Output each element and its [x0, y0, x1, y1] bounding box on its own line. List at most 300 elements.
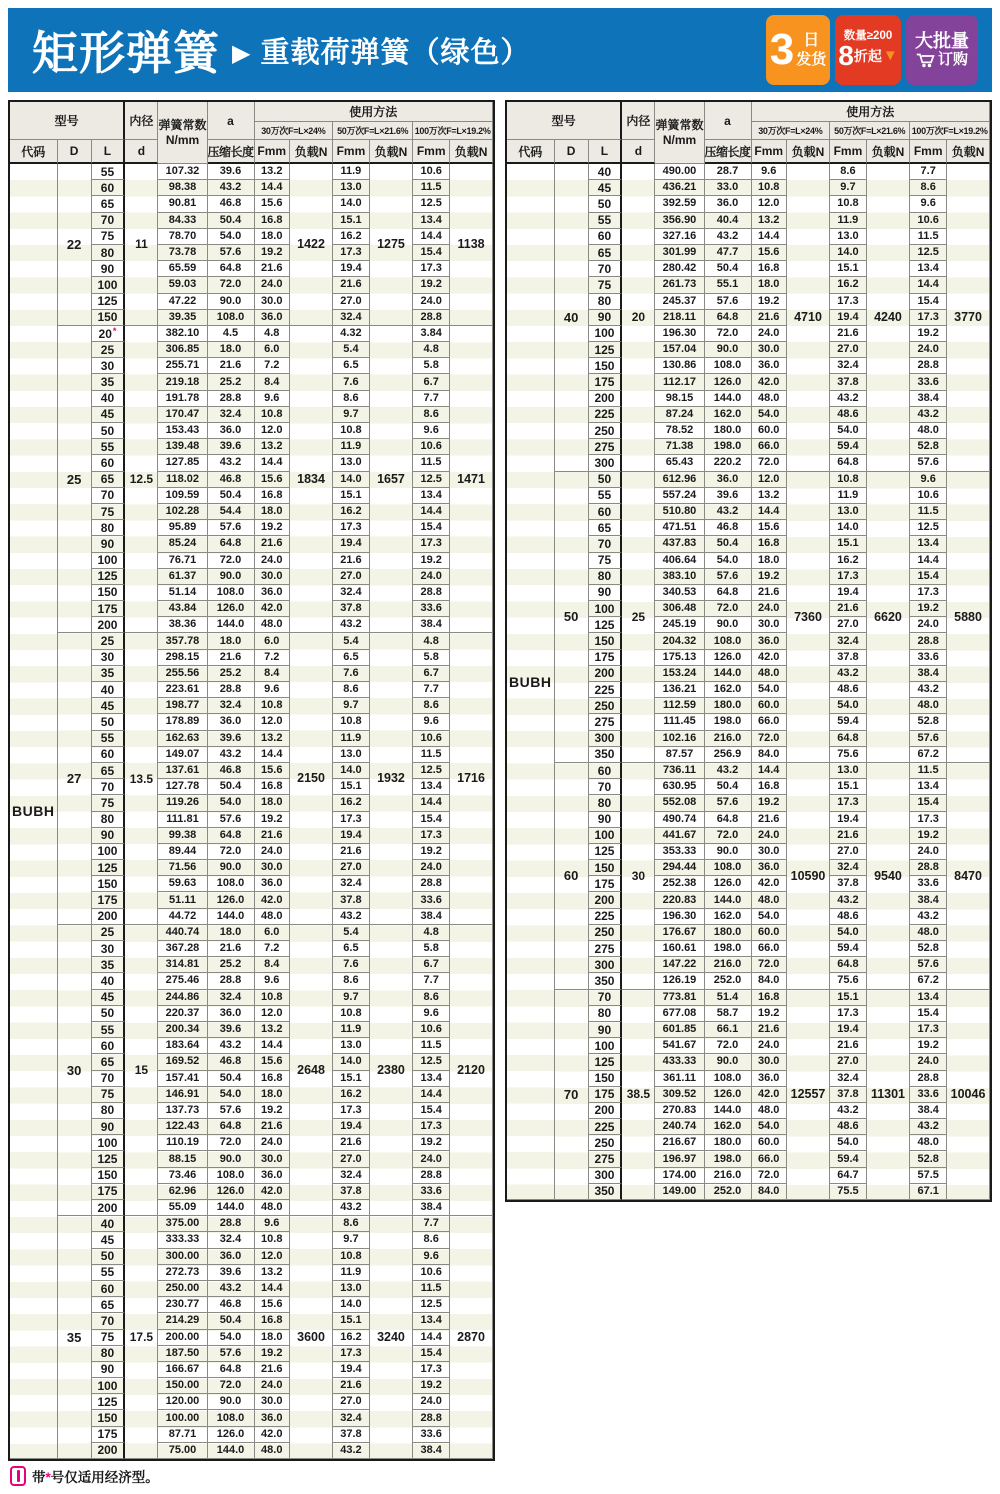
cell-L: 200	[92, 1200, 126, 1216]
cell-f50: 21.6	[830, 601, 867, 617]
cell-L: 75	[589, 277, 623, 293]
cell-spring-constant: 216.67	[655, 1135, 704, 1151]
cell-f30: 6.0	[255, 925, 290, 941]
cell-D: 60	[555, 763, 589, 990]
cell-compress-length: 39.6	[208, 731, 255, 747]
cell-f50: 17.3	[333, 245, 370, 261]
cell-f100: 19.2	[413, 1135, 450, 1151]
cell-f100: 12.5	[413, 196, 450, 212]
cell-f50: 21.6	[333, 1378, 370, 1394]
header-code: 代码	[10, 140, 58, 164]
title-arrow-icon: ▶	[232, 39, 251, 67]
cell-f100: 4.8	[413, 633, 450, 649]
cell-L: 60	[92, 180, 126, 196]
cell-compress-length: 72.0	[705, 601, 752, 617]
cell-f30: 36.0	[255, 1168, 290, 1184]
cell-compress-length: 198.0	[705, 1151, 752, 1167]
cell-compress-length: 54.0	[208, 795, 255, 811]
cell-spring-constant: 88.15	[158, 1151, 207, 1167]
cell-compress-length: 55.1	[705, 277, 752, 293]
cell-L: 225	[589, 1119, 623, 1135]
cell-f100: 13.4	[413, 1071, 450, 1087]
bulk-order-line1: 大批量	[915, 30, 969, 51]
cell-f100: 13.4	[910, 990, 947, 1006]
cell-spring-constant: 300.00	[158, 1249, 207, 1265]
cell-spring-constant: 200.00	[158, 1330, 207, 1346]
cell-L: 275	[589, 1151, 623, 1167]
cell-f100: 57.5	[910, 1168, 947, 1184]
cell-spring-constant: 139.48	[158, 439, 207, 455]
cell-compress-length: 108.0	[208, 1168, 255, 1184]
cell-f100: 10.6	[413, 1022, 450, 1038]
cell-f50: 10.8	[830, 196, 867, 212]
cell-spring-constant: 120.00	[158, 1394, 207, 1410]
cell-f50: 10.8	[830, 472, 867, 488]
header-f30: Fmm	[255, 140, 290, 164]
cell-f50: 6.5	[333, 650, 370, 666]
cell-f30: 16.8	[752, 261, 787, 277]
cell-f100: 12.5	[413, 763, 450, 779]
cell-spring-constant: 187.50	[158, 1346, 207, 1362]
cell-compress-length: 108.0	[208, 310, 255, 326]
cell-f100: 33.6	[413, 1427, 450, 1443]
cell-compress-length: 43.2	[208, 180, 255, 196]
header-L: L	[589, 140, 623, 164]
cell-load100: 1716	[450, 633, 493, 924]
cell-compress-length: 126.0	[705, 876, 752, 892]
cell-spring-constant: 255.71	[158, 358, 207, 374]
bulk-order-badge	[906, 15, 978, 85]
cell-compress-length: 198.0	[705, 714, 752, 730]
cell-compress-length: 50.4	[208, 213, 255, 229]
cell-L: 350	[589, 973, 623, 989]
cell-d: 38.5	[622, 990, 655, 1200]
cell-L: 150	[589, 633, 623, 649]
cell-spring-constant: 137.73	[158, 1103, 207, 1119]
page-banner	[8, 8, 992, 92]
cell-f100: 10.6	[910, 488, 947, 504]
cell-f100: 28.8	[413, 1168, 450, 1184]
cell-spring-constant: 102.28	[158, 504, 207, 520]
cell-f50: 8.6	[333, 682, 370, 698]
cell-L: 200	[92, 1443, 126, 1459]
cell-f100: 5.8	[413, 941, 450, 957]
cell-L: 175	[589, 876, 623, 892]
cell-compress-length: 50.4	[208, 779, 255, 795]
cell-compress-length: 57.6	[705, 569, 752, 585]
cell-L: 300	[589, 957, 623, 973]
cell-f30: 18.0	[255, 229, 290, 245]
cell-d: 11	[125, 164, 158, 326]
cell-spring-constant: 230.77	[158, 1297, 207, 1313]
cell-f50: 16.2	[333, 1087, 370, 1103]
cell-f50: 16.2	[333, 229, 370, 245]
cell-spring-constant: 146.91	[158, 1087, 207, 1103]
cell-f100: 19.2	[910, 326, 947, 342]
cell-f50: 19.4	[333, 536, 370, 552]
cell-spring-constant: 90.81	[158, 196, 207, 212]
cell-D: 35	[58, 1216, 92, 1459]
cell-compress-length: 198.0	[705, 941, 752, 957]
cell-spring-constant: 306.85	[158, 342, 207, 358]
cell-spring-constant: 157.04	[655, 342, 704, 358]
cell-L: 60	[92, 1038, 126, 1054]
cell-f30: 84.0	[752, 1184, 787, 1200]
cell-compress-length: 43.2	[705, 229, 752, 245]
cell-f100: 15.4	[910, 795, 947, 811]
cell-spring-constant: 118.02	[158, 472, 207, 488]
cell-f100: 57.6	[910, 957, 947, 973]
page-title: 矩形弹簧	[32, 27, 220, 79]
cell-spring-constant: 261.73	[655, 277, 704, 293]
cell-f50: 14.0	[333, 472, 370, 488]
header-spring-constant: 弹簧常数 N/mm	[158, 102, 207, 164]
cell-f100: 38.4	[413, 617, 450, 633]
cell-load30: 12557	[787, 990, 830, 1200]
cell-f100: 12.5	[910, 245, 947, 261]
cell-f100: 9.6	[413, 1006, 450, 1022]
cell-compress-length: 66.1	[705, 1022, 752, 1038]
cell-spring-constant: 175.13	[655, 650, 704, 666]
cell-L: 70	[92, 1071, 126, 1087]
cell-f30: 30.0	[255, 860, 290, 876]
cell-spring-constant: 198.77	[158, 698, 207, 714]
cell-f30: 24.0	[752, 1038, 787, 1054]
cell-f100: 48.0	[910, 1135, 947, 1151]
header-cycle-30: 30万次F=L×24%	[752, 122, 831, 140]
cell-d: 17.5	[125, 1216, 158, 1459]
cell-f100: 48.0	[910, 698, 947, 714]
cell-f100: 13.4	[413, 488, 450, 504]
footnote-star: *	[45, 1470, 51, 1485]
cell-L: 25	[92, 342, 126, 358]
cell-spring-constant: 44.72	[158, 909, 207, 925]
cell-f100: 11.5	[413, 1281, 450, 1297]
cell-spring-constant: 65.59	[158, 261, 207, 277]
cell-f50: 27.0	[830, 342, 867, 358]
cell-f100: 12.5	[413, 472, 450, 488]
cell-compress-length: 72.0	[705, 1038, 752, 1054]
cell-spring-constant: 557.24	[655, 488, 704, 504]
cell-spring-constant: 157.41	[158, 1071, 207, 1087]
cell-f30: 48.0	[752, 391, 787, 407]
cell-f50: 19.4	[333, 261, 370, 277]
cell-f50: 17.3	[830, 569, 867, 585]
cell-L: 125	[92, 569, 126, 585]
cell-compress-length: 46.8	[208, 1297, 255, 1313]
cell-L: 55	[589, 213, 623, 229]
cell-f30: 6.0	[255, 342, 290, 358]
cell-compress-length: 57.6	[208, 812, 255, 828]
cell-f30: 66.0	[752, 439, 787, 455]
cell-spring-constant: 122.43	[158, 1119, 207, 1135]
cell-L: 90	[589, 585, 623, 601]
header-load50: 负载N	[370, 140, 414, 164]
header-usage: 使用方法	[255, 102, 493, 122]
cell-f30: 54.0	[752, 682, 787, 698]
cell-L: 70	[589, 779, 623, 795]
cell-load100: 3770	[947, 164, 990, 472]
cell-f30: 54.0	[752, 909, 787, 925]
header-f50: Fmm	[830, 140, 867, 164]
cell-f30: 36.0	[255, 876, 290, 892]
cell-f100: 3.84	[413, 326, 450, 342]
spec-tables	[8, 100, 992, 1461]
cell-f30: 48.0	[255, 1200, 290, 1216]
cell-f30: 60.0	[752, 698, 787, 714]
cell-f100: 15.4	[910, 1006, 947, 1022]
economy-star: *	[112, 325, 117, 336]
cell-load50: 4240	[867, 164, 911, 472]
cell-f30: 15.6	[752, 245, 787, 261]
cell-f30: 19.2	[752, 1006, 787, 1022]
cell-f30: 9.6	[752, 164, 787, 180]
cell-L: 175	[589, 1087, 623, 1103]
cell-spring-constant: 280.42	[655, 261, 704, 277]
cell-f100: 38.4	[413, 1200, 450, 1216]
cell-f30: 15.6	[752, 520, 787, 536]
cell-load30: 2150	[290, 633, 333, 924]
cell-compress-length: 64.8	[208, 828, 255, 844]
cell-L: 30	[92, 941, 126, 957]
cell-compress-length: 90.0	[208, 1151, 255, 1167]
cell-L: 125	[92, 1151, 126, 1167]
header-cycle-50: 50万次F=L×21.6%	[830, 122, 910, 140]
table-row	[10, 326, 493, 342]
cell-f30: 72.0	[752, 731, 787, 747]
cell-spring-constant: 160.61	[655, 941, 704, 957]
cell-f100: 8.6	[413, 1232, 450, 1248]
cell-spring-constant: 250.00	[158, 1281, 207, 1297]
cell-f50: 13.0	[333, 1281, 370, 1297]
cell-f100: 24.0	[413, 860, 450, 876]
cell-compress-length: 90.0	[705, 617, 752, 633]
cell-f30: 84.0	[752, 747, 787, 763]
cell-f30: 15.6	[255, 763, 290, 779]
cell-L: 100	[92, 553, 126, 569]
cell-compress-length: 28.7	[705, 164, 752, 180]
cell-f30: 24.0	[255, 1135, 290, 1151]
cell-f30: 42.0	[752, 650, 787, 666]
cell-spring-constant: 437.83	[655, 536, 704, 552]
cell-compress-length: 126.0	[208, 601, 255, 617]
cell-f100: 17.3	[910, 1022, 947, 1038]
cell-compress-length: 43.2	[208, 455, 255, 471]
table-row	[507, 763, 990, 779]
cell-L: 150	[589, 1071, 623, 1087]
cell-f50: 32.4	[830, 358, 867, 374]
cell-L: 25	[92, 925, 126, 941]
cell-L: 50	[92, 1006, 126, 1022]
cell-f30: 19.2	[255, 812, 290, 828]
cell-L: 150	[589, 860, 623, 876]
cell-compress-length: 57.6	[208, 520, 255, 536]
cell-code: BUBH	[10, 164, 58, 1459]
cell-spring-constant: 327.16	[655, 229, 704, 245]
cell-f30: 6.0	[255, 633, 290, 649]
cell-f100: 6.7	[413, 374, 450, 390]
cell-f30: 13.2	[752, 488, 787, 504]
cell-f30: 48.0	[255, 1443, 290, 1459]
cell-compress-length: 256.9	[705, 747, 752, 763]
cell-L: 70	[589, 536, 623, 552]
cell-f100: 13.4	[413, 213, 450, 229]
cell-f50: 15.1	[830, 261, 867, 277]
cell-spring-constant: 220.37	[158, 1006, 207, 1022]
cell-spring-constant: 87.71	[158, 1427, 207, 1443]
cell-spring-constant: 76.71	[158, 553, 207, 569]
cell-f50: 43.2	[830, 666, 867, 682]
cell-f50: 37.8	[830, 1087, 867, 1103]
cell-L: 65	[589, 245, 623, 261]
cell-L: 30	[92, 650, 126, 666]
cell-spring-constant: 99.38	[158, 828, 207, 844]
cell-L: 75	[92, 504, 126, 520]
cell-load30: 10590	[787, 763, 830, 990]
cell-f100: 8.6	[413, 698, 450, 714]
cell-f100: 11.5	[910, 763, 947, 779]
cell-load50: 11301	[867, 990, 911, 1200]
cell-L: 125	[589, 342, 623, 358]
cell-f50: 21.6	[830, 1038, 867, 1054]
cell-f30: 19.2	[752, 569, 787, 585]
cell-compress-length: 108.0	[705, 860, 752, 876]
cell-f30: 15.6	[255, 1297, 290, 1313]
cell-spring-constant: 333.33	[158, 1232, 207, 1248]
quantity-discount-badge	[835, 15, 901, 85]
cell-L: 90	[589, 1022, 623, 1038]
cell-load50: 6620	[867, 472, 911, 763]
cell-f100: 67.1	[910, 1184, 947, 1200]
cell-f50: 13.0	[333, 180, 370, 196]
cell-f50: 10.8	[333, 423, 370, 439]
cell-f50: 32.4	[333, 585, 370, 601]
cell-spring-constant: 490.74	[655, 812, 704, 828]
cell-f50: 7.6	[333, 957, 370, 973]
cell-f100: 4.8	[413, 925, 450, 941]
cell-L: 55	[92, 164, 126, 180]
cell-compress-length: 54.0	[208, 1330, 255, 1346]
cell-f100: 24.0	[910, 617, 947, 633]
cell-f50: 59.4	[830, 1151, 867, 1167]
cell-compress-length: 50.4	[208, 1313, 255, 1329]
cell-spring-constant: 367.28	[158, 941, 207, 957]
cell-compress-length: 50.4	[705, 261, 752, 277]
cell-f50: 15.1	[333, 1313, 370, 1329]
cell-L: 90	[92, 828, 126, 844]
cell-f30: 14.4	[255, 1038, 290, 1054]
cell-f30: 21.6	[752, 585, 787, 601]
cell-f50: 19.4	[830, 310, 867, 326]
cell-spring-constant: 170.47	[158, 407, 207, 423]
cell-f100: 14.4	[910, 277, 947, 293]
cell-f50: 15.1	[333, 779, 370, 795]
cell-compress-length: 57.6	[208, 1103, 255, 1119]
cell-f30: 66.0	[752, 714, 787, 730]
cell-f100: 10.6	[413, 1265, 450, 1281]
cell-f100: 17.3	[910, 310, 947, 326]
table-row	[10, 1216, 493, 1232]
cell-spring-constant: 73.46	[158, 1168, 207, 1184]
cell-spring-constant: 78.52	[655, 423, 704, 439]
cell-f50: 75.6	[830, 973, 867, 989]
cell-compress-length: 33.0	[705, 180, 752, 196]
cell-L: 200	[589, 666, 623, 682]
header-load100: 负载N	[450, 140, 493, 164]
cell-compress-length: 108.0	[208, 876, 255, 892]
cell-f50: 17.3	[333, 812, 370, 828]
cell-L: 125	[589, 844, 623, 860]
cell-spring-constant: 109.59	[158, 488, 207, 504]
cell-f30: 19.2	[255, 1346, 290, 1362]
discount-condition: 数量≥200	[843, 29, 893, 42]
cell-compress-length: 50.4	[705, 536, 752, 552]
cell-f50: 16.2	[333, 1330, 370, 1346]
cell-f30: 21.6	[752, 1022, 787, 1038]
cell-f100: 9.6	[413, 423, 450, 439]
cell-f100: 38.4	[910, 666, 947, 682]
cell-f50: 15.1	[830, 990, 867, 1006]
cell-L: 60	[92, 747, 126, 763]
cell-L: 65	[92, 763, 126, 779]
cell-L: 40	[92, 1216, 126, 1232]
cell-f100: 17.3	[910, 585, 947, 601]
cell-f50: 59.4	[830, 439, 867, 455]
cell-f50: 14.0	[333, 1297, 370, 1313]
cell-compress-length: 216.0	[705, 731, 752, 747]
cell-compress-length: 144.0	[705, 892, 752, 908]
cell-f30: 13.2	[255, 1265, 290, 1281]
cell-f50: 9.7	[333, 407, 370, 423]
cell-compress-length: 90.0	[705, 1054, 752, 1070]
cell-f100: 14.4	[910, 553, 947, 569]
cell-D: 27	[58, 633, 92, 924]
cell-f100: 6.7	[413, 957, 450, 973]
cell-compress-length: 46.8	[208, 1054, 255, 1070]
cell-spring-constant: 59.63	[158, 876, 207, 892]
cell-f30: 16.8	[255, 488, 290, 504]
cell-compress-length: 50.4	[208, 488, 255, 504]
cell-compress-length: 144.0	[705, 666, 752, 682]
cell-L: 90	[92, 1119, 126, 1135]
cell-compress-length: 46.8	[208, 196, 255, 212]
cell-spring-constant: 87.24	[655, 407, 704, 423]
cell-compress-length: 32.4	[208, 1232, 255, 1248]
cell-f30: 15.6	[255, 196, 290, 212]
cell-f30: 18.0	[255, 795, 290, 811]
cell-f100: 67.2	[910, 973, 947, 989]
cell-f100: 14.4	[413, 1330, 450, 1346]
footnote	[10, 1466, 992, 1486]
cell-f50: 5.4	[333, 925, 370, 941]
cell-f30: 10.8	[255, 407, 290, 423]
cell-L: 55	[92, 439, 126, 455]
cell-L: 125	[92, 1394, 126, 1410]
header-d: d	[125, 140, 158, 164]
cell-f100: 43.2	[910, 682, 947, 698]
header-cycle-100: 100万次F=L×19.2%	[413, 122, 493, 140]
cell-L: 80	[92, 1346, 126, 1362]
cell-L: 125	[92, 294, 126, 310]
cell-L: 175	[92, 1427, 126, 1443]
cell-spring-constant: 191.78	[158, 391, 207, 407]
cell-f100: 7.7	[413, 682, 450, 698]
cell-f100: 33.6	[910, 650, 947, 666]
cell-f50: 19.4	[333, 1362, 370, 1378]
cell-f100: 24.0	[910, 342, 947, 358]
cell-spring-constant: 127.85	[158, 455, 207, 471]
cell-f100: 7.7	[413, 1216, 450, 1232]
